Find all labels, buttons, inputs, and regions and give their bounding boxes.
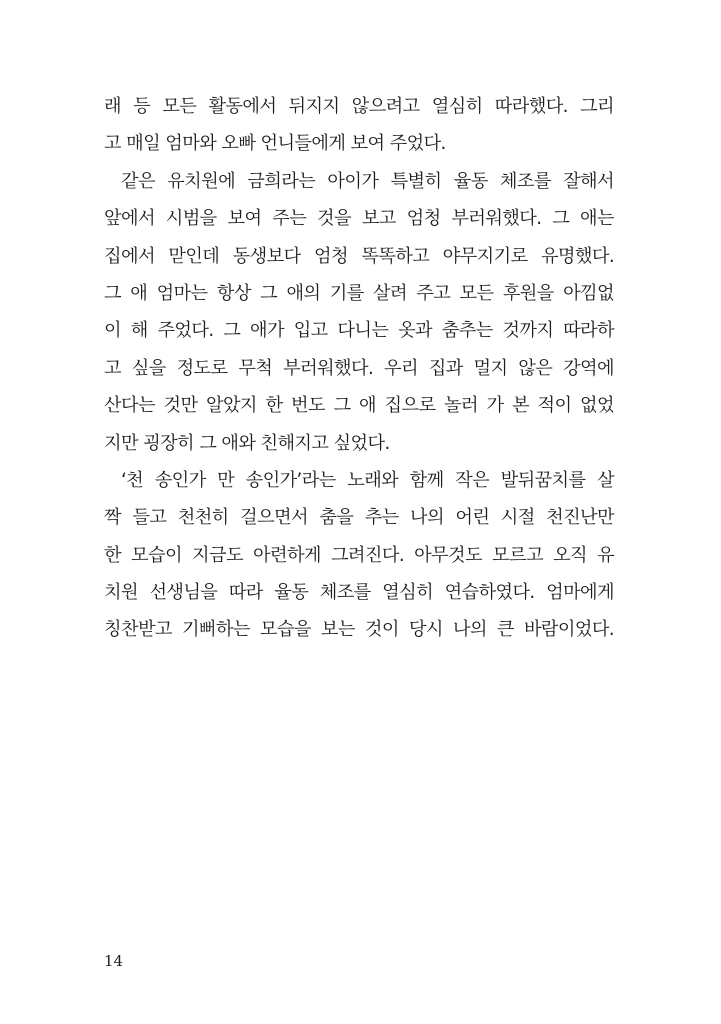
- text-line: 고 매일 엄마와 오빠 언니들에게 보여 주었다.: [104, 133, 446, 155]
- paragraph-start-line: 같은 유치원에 금희라는 아이가 특별히 율동 체조를 잘해서: [121, 170, 614, 192]
- text-line: 집에서 맏인데 동생보다 엄청 똑똑하고 야무지기로 유명했다.: [104, 245, 614, 267]
- text-line: 치원 선생님을 따라 율동 체조를 열심히 연습하였다. 엄마에게: [104, 582, 614, 604]
- text-line: 그 애 엄마는 항상 그 애의 기를 살려 주고 모든 후원을 아낌없: [104, 282, 614, 304]
- text-line: 고 싶을 정도로 무척 부러워했다. 우리 집과 멀지 않은 강역에: [104, 357, 614, 379]
- page-number: 14: [104, 952, 124, 970]
- text-line: 짝 들고 천천히 걸으면서 춤을 추는 나의 어린 시절 천진난만: [104, 507, 614, 529]
- text-line: 지만 굉장히 그 애와 친해지고 싶었다.: [104, 432, 390, 454]
- text-line: 칭찬받고 기뻐하는 모습을 보는 것이 당시 나의 큰 바람이었다.: [104, 619, 614, 641]
- text-line: 이 해 주었다. 그 애가 입고 다니는 옷과 춤추는 것까지 따라하: [104, 320, 614, 342]
- text-line: 앞에서 시범을 보여 주는 것을 보고 엄청 부러워했다. 그 애는: [104, 208, 614, 230]
- paragraph-start-line: ‘천 송인가 만 송인가’라는 노래와 함께 작은 발뒤꿈치를 살: [121, 469, 614, 491]
- text-line: 산다는 것만 알았지 한 번도 그 애 집으로 놀러 가 본 적이 없었: [104, 395, 614, 417]
- text-line: 래 등 모든 활동에서 뒤지지 않으려고 열심히 따라했다. 그리: [104, 96, 614, 117]
- text-line: 한 모습이 지금도 아련하게 그려진다. 아무것도 모르고 오직 유: [104, 544, 614, 566]
- body-text: [104, 88, 614, 649]
